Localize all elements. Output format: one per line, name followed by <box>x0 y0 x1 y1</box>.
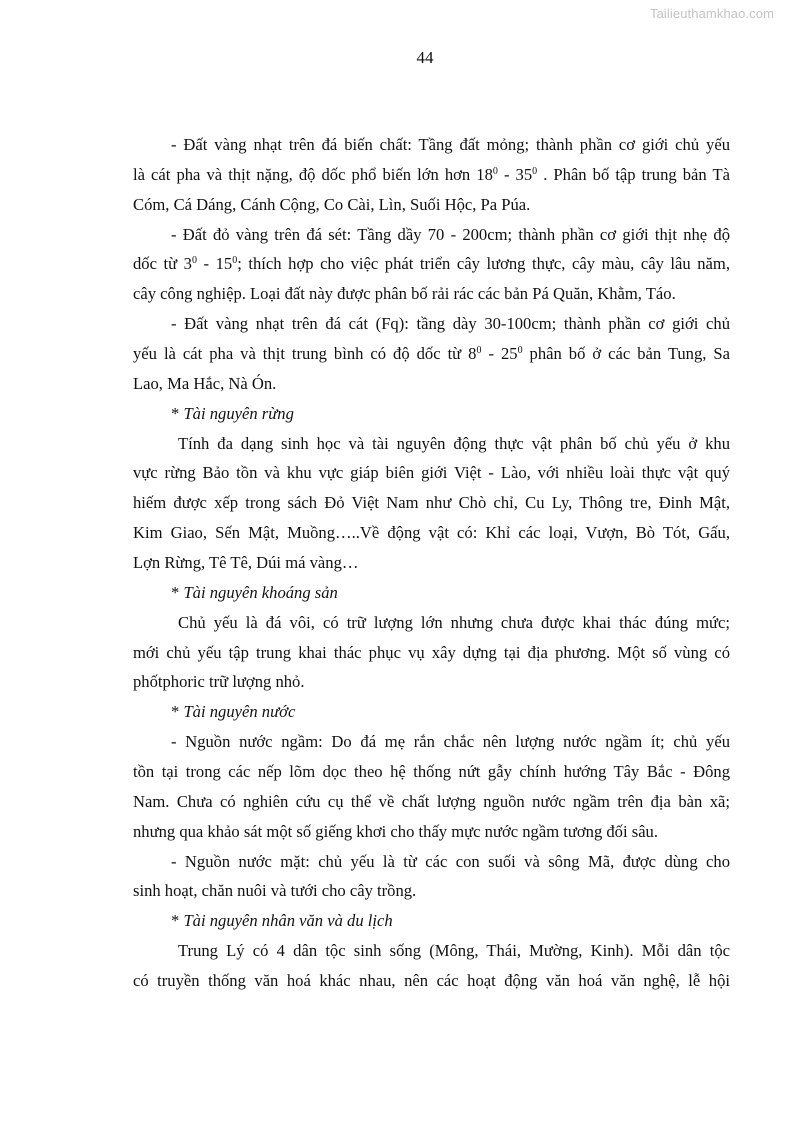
text-run: phân bố ở các bản Tung, Sa <box>522 344 730 364</box>
text-line <box>133 787 730 817</box>
text-run: - Nguồn nước mặt: chủ yếu là từ các con suối và sông Mã, được dùng cho <box>171 851 730 871</box>
text-run: * <box>171 403 184 423</box>
text-run: - 15 <box>196 254 233 274</box>
section-heading <box>133 399 730 429</box>
section-heading <box>133 906 730 936</box>
text-line <box>133 429 730 459</box>
text-run: nhưng qua khảo sát một số giếng khơi cho thấy mực nước ngầm tương đối sâu. <box>133 821 659 841</box>
text-line <box>133 458 730 488</box>
text-run: có truyền thống văn hoá khác nhau, nên các hoạt động văn hoá văn nghệ, lễ hội <box>133 971 730 991</box>
text-run: Tài nguyên rừng <box>183 403 294 423</box>
text-line <box>133 518 730 548</box>
text-run: Tài nguyên nhân văn và du lịch <box>183 911 393 931</box>
text-run: dốc từ 3 <box>133 254 192 274</box>
text-run: Tài nguyên nước <box>183 702 296 722</box>
text-line <box>133 279 730 309</box>
superscript: 0 <box>191 255 197 267</box>
text-run: * <box>171 702 184 722</box>
text-run: Kim Giao, Sến Mật, Muồng…..Về động vật có: Khỉ các loại, Vượn, Bò Tót, Gấu, <box>133 523 730 543</box>
text-run: - 25 <box>481 344 518 364</box>
text-run: là cát pha và thịt nặng, độ dốc phổ biến lớn hơn 18 <box>133 164 493 184</box>
text-run: Trung Lý có 4 dân tộc sinh sống (Mông, Thái, Mường, Kinh). Mỗi dân tộc <box>178 941 730 961</box>
text-run: Cóm, Cá Dáng, Cánh Cộng, Co Cài, Lìn, Suối Hộc, Pa Púa. <box>133 194 531 214</box>
text-run: Tính đa dạng sinh học và tài nguyên động thực vật phân bố chủ yếu ở khu <box>178 433 730 453</box>
text-line <box>133 667 730 697</box>
text-run: Lợn Rừng, Tê Tê, Dúi má vàng… <box>133 553 359 573</box>
text-run: mới chủ yếu tập trung khai thác phục vụ xây dựng tại địa phương. Một số vùng có <box>133 642 730 662</box>
text-line <box>133 488 730 518</box>
text-run: . Phân bố tập trung bản Tà <box>537 164 730 184</box>
superscript: 0 <box>517 345 523 357</box>
text-run: phốtphoric trữ lượng nhỏ. <box>133 672 305 692</box>
text-run: vực rừng Bảo tồn và khu vực giáp biên giới Việt - Lào, với nhiều loài thực vật quý <box>133 463 730 483</box>
text-line <box>133 339 730 369</box>
text-line <box>133 757 730 787</box>
text-run: ; thích hợp cho việc phát triển cây lương thực, cây màu, cây lâu năm, <box>237 254 730 274</box>
page-number: 44 <box>416 48 434 67</box>
text-run: Lao, Ma Hắc, Nà Ón. <box>133 373 277 393</box>
text-run: yếu là cát pha và thịt trung bình có độ dốc từ 8 <box>133 344 477 364</box>
text-run: - Đất đỏ vàng trên đá sét: Tầng dầy 70 - 200cm; thành phần cơ giới thịt nhẹ độ <box>171 224 730 244</box>
text-run: * <box>171 911 184 931</box>
text-line <box>133 727 730 757</box>
text-line <box>133 638 730 668</box>
text-line <box>133 220 730 250</box>
document-body <box>133 130 730 996</box>
text-line <box>133 966 730 996</box>
text-run: - Nguồn nước ngầm: Do đá mẹ rắn chắc nên lượng nước ngầm ít; chủ yếu <box>171 732 730 752</box>
text-line <box>133 249 730 279</box>
text-run: cây công nghiệp. Loại đất này được phân bố rải rác các bản Pá Quăn, Khằm, Táo. <box>133 284 676 304</box>
text-line <box>133 130 730 160</box>
text-line <box>133 847 730 877</box>
text-line <box>133 876 730 906</box>
text-run: - Đất vàng nhạt trên đá biến chất: Tầng đất mỏng; thành phần cơ giới chủ yếu <box>171 135 730 154</box>
text-line <box>133 548 730 578</box>
section-heading <box>133 697 730 727</box>
superscript: 0 <box>232 255 238 267</box>
text-line <box>133 309 730 339</box>
text-run: * <box>171 582 184 602</box>
text-run: hiếm được xếp trong sách Đỏ Việt Nam như Chò chỉ, Cu Ly, Thông tre, Đinh Mật, <box>133 493 730 513</box>
section-heading <box>133 578 730 608</box>
text-run: - 35 <box>497 164 533 184</box>
text-run: tồn tại trong các nếp lõm dọc theo hệ thống nứt gẫy chính hướng Tây Bắc - Đông <box>133 762 730 782</box>
text-line <box>133 160 730 190</box>
text-line <box>133 817 730 847</box>
text-line <box>133 190 730 220</box>
text-line <box>133 608 730 638</box>
watermark: Tailieuthamkhao.com <box>650 6 775 21</box>
text-run: Nam. Chưa có nghiên cứu cụ thể về chất lượng nguồn nước ngầm trên địa bàn xã; <box>133 791 730 811</box>
text-run: Chủ yếu là đá vôi, có trữ lượng lớn nhưng chưa được khai thác đúng mức; <box>178 612 730 632</box>
superscript: 0 <box>492 165 498 177</box>
text-run: Tài nguyên khoáng sản <box>183 582 338 602</box>
text-run: sinh hoạt, chăn nuôi và tưới cho cây trồng. <box>133 881 417 901</box>
text-run: - Đất vàng nhạt trên đá cát (Fq): tầng dày 30-100cm; thành phần cơ giới chủ <box>171 314 730 334</box>
superscript: 0 <box>476 345 482 357</box>
text-line <box>133 936 730 966</box>
text-line <box>133 369 730 399</box>
superscript: 0 <box>532 165 538 177</box>
